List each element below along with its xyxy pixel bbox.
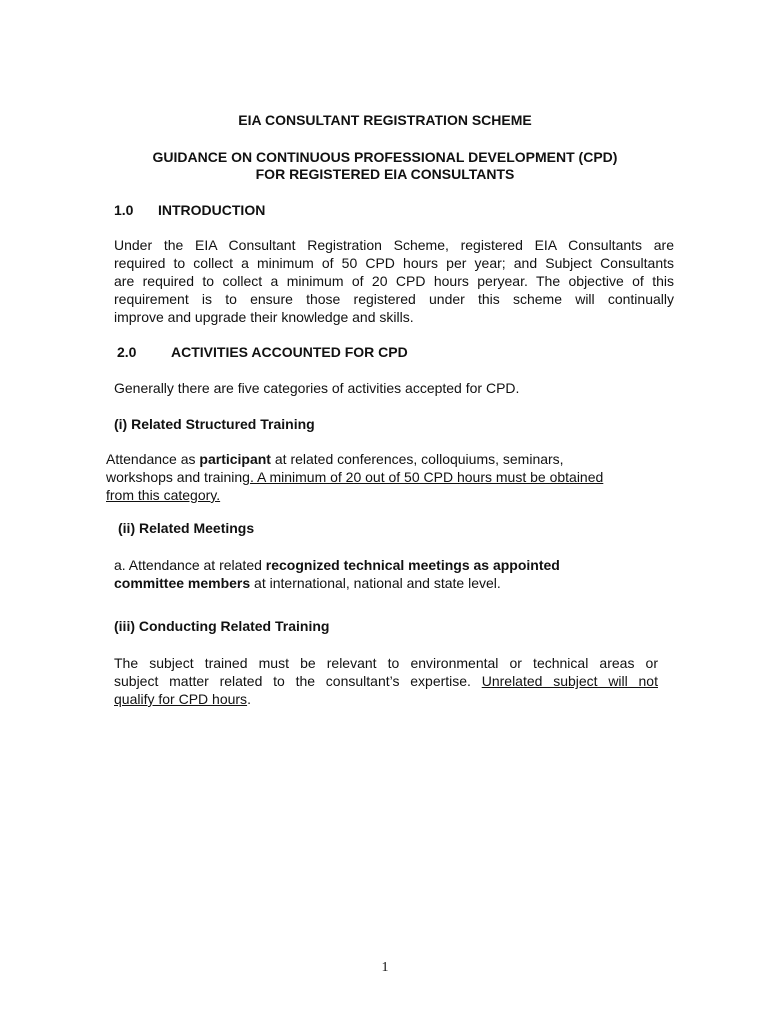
cpd-requirement-underlined: from this category. xyxy=(106,487,221,503)
document-subtitle-line-1: GUIDANCE ON CONTINUOUS PROFESSIONAL DEVELOPMENT (CPD) xyxy=(152,149,618,165)
category-2-text: at international, national and state level. xyxy=(250,575,501,591)
meetings-emphasis: committee members xyxy=(114,575,251,591)
category-1-line xyxy=(106,450,564,468)
intro-line: requirement is to ensure those registered under this scheme will continually xyxy=(114,291,674,307)
category-1-text: at related conferences, colloquiums, seminars, xyxy=(270,451,564,467)
category-3-text: . xyxy=(247,691,251,707)
document-subtitle-line-2: FOR REGISTERED EIA CONSULTANTS xyxy=(255,166,515,182)
section-1-heading: INTRODUCTION xyxy=(158,202,266,218)
category-3-line: The subject trained must be relevant to environmental or technical areas or xyxy=(114,655,658,671)
section-2-intro: Generally there are five categories of activities accepted for CPD. xyxy=(114,380,520,396)
category-1-heading: (i) Related Structured Training xyxy=(114,416,315,432)
page-number: 1 xyxy=(381,960,389,975)
intro-line: Under the EIA Consultant Registration Scheme, registered EIA Consultants are xyxy=(114,237,674,253)
intro-line: are required to collect a minimum of 20 CPD hours peryear. The objective of this xyxy=(114,273,674,289)
category-1-line xyxy=(106,468,603,486)
section-1-number: 1.0 xyxy=(114,202,134,218)
meetings-emphasis: recognized technical meetings as appointed xyxy=(265,557,560,573)
unrelated-subject-underlined: qualify for CPD hours xyxy=(114,691,248,707)
document-title: EIA CONSULTANT REGISTRATION SCHEME xyxy=(238,112,532,128)
cpd-requirement-underlined: . A minimum of 20 out of 50 CPD hours must be obtained xyxy=(249,469,604,485)
participant-emphasis: participant xyxy=(199,451,271,467)
category-1-text: workshops and training xyxy=(106,469,250,485)
category-1-text: Attendance as xyxy=(106,451,200,467)
section-2-number: 2.0 xyxy=(117,344,137,360)
category-3-line xyxy=(114,690,251,708)
section-2-heading: ACTIVITIES ACCOUNTED FOR CPD xyxy=(171,344,408,360)
category-2-line xyxy=(114,556,560,574)
category-1-line xyxy=(106,486,220,504)
category-3-heading: (iii) Conducting Related Training xyxy=(114,618,330,634)
category-3-text: subject matter related to the consultant’s expertise. xyxy=(114,673,482,689)
intro-line: improve and upgrade their knowledge and skills. xyxy=(114,309,414,325)
unrelated-subject-underlined: Unrelated subject will not xyxy=(481,673,658,689)
category-2-heading: (ii) Related Meetings xyxy=(118,520,255,536)
category-2-text: a. Attendance at related xyxy=(114,557,266,573)
category-2-line xyxy=(114,574,501,592)
category-3-line xyxy=(114,672,658,690)
intro-line: required to collect a minimum of 50 CPD hours per year; and Subject Consultants xyxy=(114,255,674,271)
